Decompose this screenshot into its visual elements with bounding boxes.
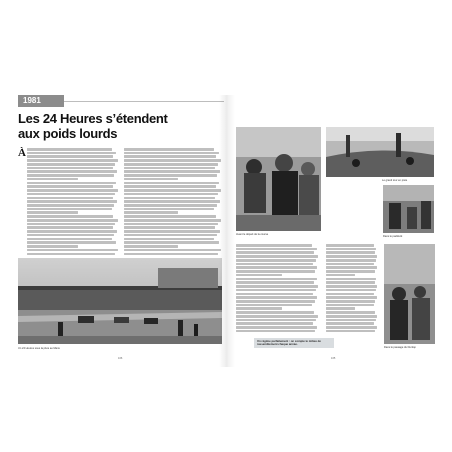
track-photo	[326, 127, 434, 177]
text-line	[124, 167, 215, 170]
text-line	[236, 322, 313, 325]
paddock-photo-image	[383, 185, 434, 233]
paddock-photo	[383, 185, 434, 233]
sidebar-box: Un régime parfaitement : on compte le milieu de rassemblement chaque année.	[254, 338, 334, 348]
text-column-left-1	[27, 148, 119, 258]
text-line	[124, 189, 221, 192]
text-line	[27, 167, 113, 170]
year-rule	[64, 101, 224, 102]
text-line	[326, 293, 374, 296]
text-line	[236, 300, 315, 303]
text-line	[124, 197, 215, 200]
text-line	[27, 238, 112, 241]
text-line	[27, 189, 118, 192]
text-line	[326, 248, 376, 251]
text-column-left-2	[124, 148, 222, 258]
text-line	[124, 193, 218, 196]
text-line	[236, 255, 318, 258]
text-line	[124, 208, 214, 211]
text-column-right-1	[236, 244, 319, 334]
text-line	[27, 170, 117, 173]
title-line-1: Les 24 Heures s’étendent	[18, 111, 168, 126]
text-line	[326, 300, 375, 303]
text-line	[124, 215, 216, 218]
text-line	[236, 251, 314, 254]
text-line	[27, 204, 114, 207]
drop-cap: À	[18, 147, 26, 159]
text-line	[326, 307, 355, 310]
text-line	[326, 255, 377, 258]
text-line	[236, 244, 312, 247]
text-line	[236, 248, 317, 251]
text-line	[124, 170, 220, 173]
text-line	[326, 274, 355, 277]
text-line	[124, 223, 218, 226]
text-line	[236, 319, 316, 322]
text-line	[326, 304, 374, 307]
folio-left: 166	[118, 357, 123, 360]
race-photo-left	[18, 258, 222, 344]
text-line	[27, 226, 113, 229]
text-line	[236, 326, 317, 329]
text-line	[124, 245, 178, 248]
text-column-right-2	[326, 244, 378, 334]
text-line	[326, 270, 375, 273]
text-line	[124, 238, 214, 241]
text-line	[27, 245, 78, 248]
text-line	[236, 285, 318, 288]
text-line	[124, 200, 220, 203]
page-title	[18, 111, 223, 141]
text-line	[236, 270, 315, 273]
text-line	[124, 204, 217, 207]
folio-right: 165	[331, 357, 336, 360]
text-line	[236, 293, 313, 296]
text-line	[27, 182, 116, 185]
book-spread	[14, 95, 439, 367]
crowd-photo-image	[236, 127, 321, 231]
text-line	[124, 159, 221, 162]
text-line	[236, 289, 316, 292]
text-line	[27, 174, 114, 177]
text-line	[236, 307, 282, 310]
text-line	[27, 230, 117, 233]
text-line	[124, 148, 214, 151]
text-line	[326, 289, 376, 292]
dunlop-photo	[384, 244, 435, 344]
text-line	[124, 230, 220, 233]
text-line	[236, 304, 312, 307]
text-line	[326, 244, 374, 247]
text-line	[236, 296, 317, 299]
title-line-2: aux poids lourds	[18, 126, 118, 141]
text-line	[326, 326, 377, 329]
text-line	[124, 253, 218, 256]
text-line	[124, 219, 221, 222]
text-line	[326, 259, 376, 262]
text-line	[27, 193, 115, 196]
text-line	[326, 266, 377, 269]
text-line	[124, 249, 221, 252]
text-line	[27, 163, 115, 166]
text-line	[326, 330, 375, 333]
text-line	[124, 178, 178, 181]
text-line	[236, 259, 316, 262]
text-line	[27, 152, 116, 155]
caption-track-photo: Le grand tour en piste	[382, 179, 408, 182]
dunlop-photo-image	[384, 244, 435, 344]
text-line	[326, 311, 375, 314]
text-line	[27, 249, 118, 252]
text-line	[124, 234, 217, 237]
track-photo-image	[326, 127, 434, 177]
text-line	[236, 278, 317, 281]
text-line	[326, 296, 377, 299]
text-line	[27, 155, 113, 158]
text-line	[236, 274, 282, 277]
text-line	[124, 241, 219, 244]
text-line	[326, 285, 377, 288]
text-line	[124, 152, 219, 155]
text-line	[124, 185, 216, 188]
text-line	[236, 266, 317, 269]
text-line	[27, 223, 115, 226]
text-line	[27, 253, 115, 256]
caption-dunlop-photo: Dans le passage du Dunlop	[384, 346, 416, 349]
crowd-photo	[236, 127, 321, 231]
text-line	[124, 155, 216, 158]
text-line	[326, 251, 375, 254]
text-line	[27, 219, 118, 222]
text-line	[27, 148, 112, 151]
text-line	[27, 241, 116, 244]
text-line	[326, 315, 377, 318]
race-photo-left-image	[18, 258, 222, 344]
caption-crowd-photo: Avant le départ de la course	[236, 233, 269, 236]
text-line	[27, 234, 114, 237]
year-tag: 1981	[18, 95, 64, 107]
text-line	[27, 159, 118, 162]
text-line	[326, 281, 375, 284]
text-line	[27, 197, 113, 200]
text-line	[236, 281, 314, 284]
text-line	[236, 263, 313, 266]
text-line	[236, 315, 318, 318]
caption-paddock-photo: Dans le paddock	[383, 235, 403, 238]
text-line	[326, 319, 376, 322]
text-line	[326, 263, 374, 266]
text-line	[124, 226, 215, 229]
text-line	[124, 163, 218, 166]
text-line	[236, 311, 314, 314]
left-page	[14, 95, 226, 367]
right-page	[227, 95, 439, 367]
caption-left-photo: Un 24 Heures sous la pluie au Mans	[18, 347, 60, 350]
text-line	[326, 278, 376, 281]
text-line	[124, 211, 178, 214]
text-line	[27, 178, 78, 181]
text-line	[27, 208, 112, 211]
text-line	[27, 211, 78, 214]
text-line	[27, 185, 113, 188]
text-line	[27, 215, 113, 218]
text-line	[236, 330, 315, 333]
text-line	[27, 200, 117, 203]
text-line	[326, 322, 374, 325]
text-line	[124, 174, 217, 177]
text-line	[124, 182, 219, 185]
